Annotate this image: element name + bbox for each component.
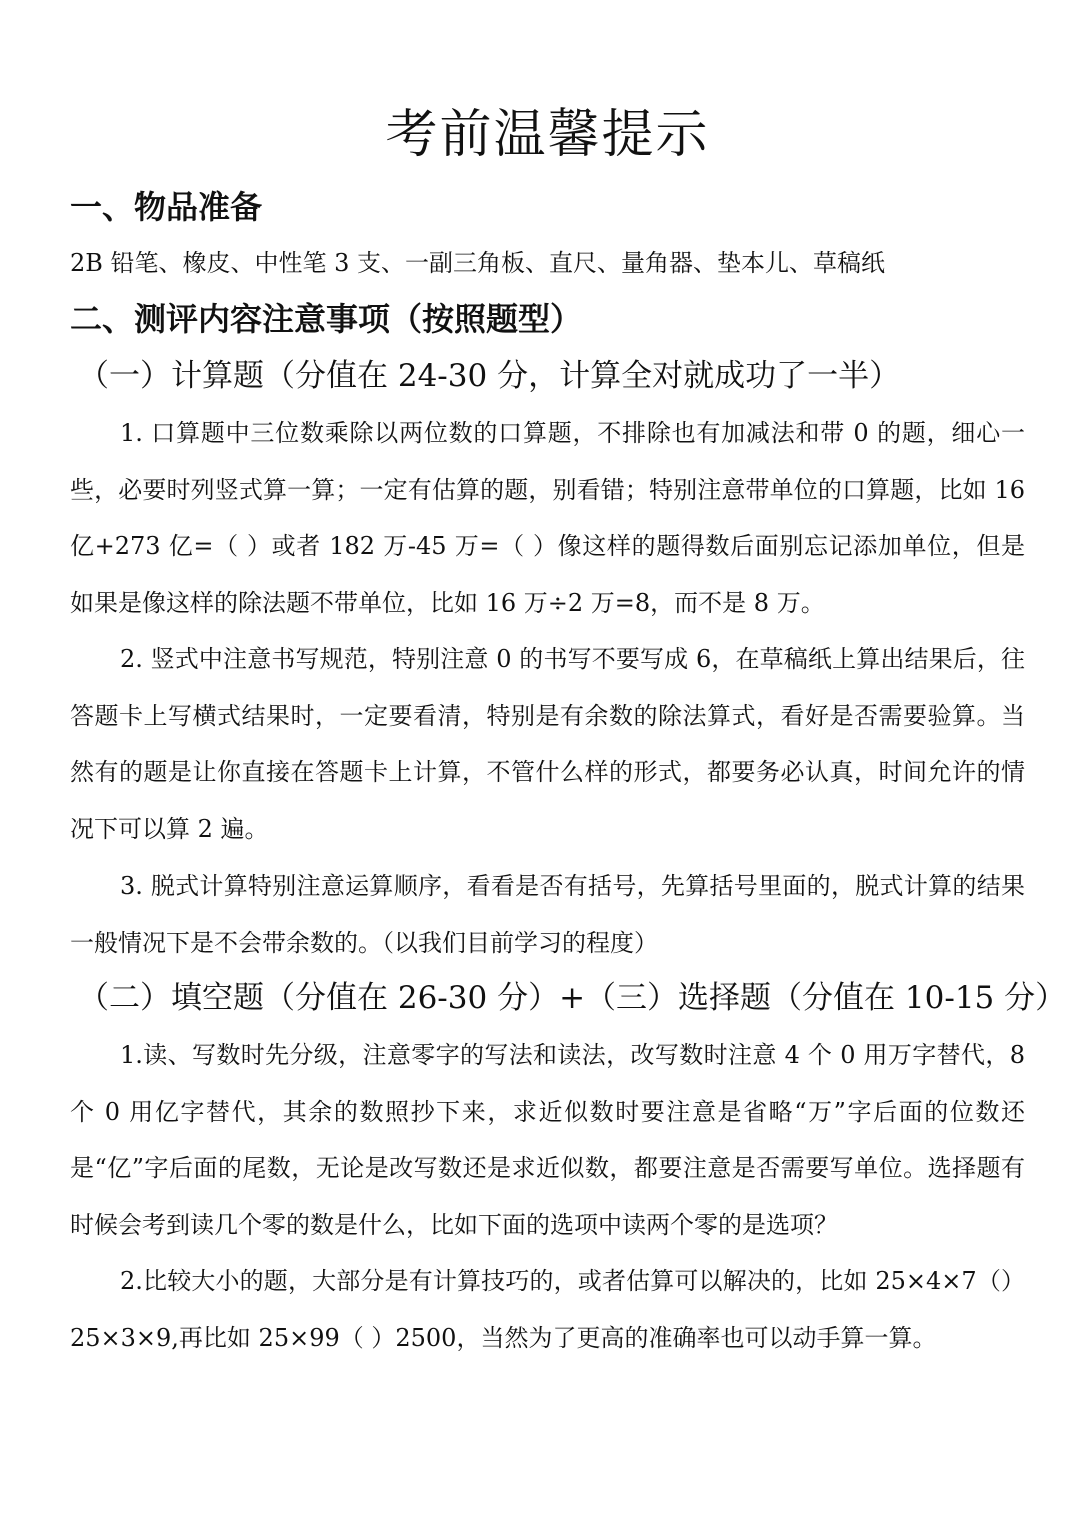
calculation-paragraph-2: 2. 竖式中注意书写规范，特别注意 0 的书写不要写成 6，在草稿纸上算出结果后，往答题卡上写横式结果时，一定要看清，特别是有余数的除法算式，看好是否需要验算。当然有的题是让你直接在答题卡上计算，不管什么样的形式，都要务必认真，时间允许的情况下可以算 2 遍。 bbox=[70, 645, 1025, 843]
calculation-paragraph-3: 3. 脱式计算特别注意运算顺序，看看是否有括号，先算括号里面的，脱式计算的结果一般情况下是不会带余数的。（以我们目前学习的程度） bbox=[70, 872, 1025, 957]
calculation-paragraph-1: 1. 口算题中三位数乘除以两位数的口算题，不排除也有加减法和带 0 的题，细心一些，必要时列竖式算一算；一定有估算的题，别看错；特别注意带单位的口算题，比如 16 亿+273 亿=（ ）或者 182 万-45 万=（ ）像这样的题得数后面别忘记添加单位，但是如果是像这样的除法题不带单位，比如 16 万÷2 万=8，而不是 8 万。 bbox=[70, 419, 1025, 617]
section-heading-supplies: 一、物品准备 bbox=[70, 188, 263, 226]
fill-choice-paragraph-2: 2.比较大小的题，大部分是有计算技巧的，或者估算可以解决的，比如 25×4×7（）25×3×9,再比如 25×99（ ）2500，当然为了更高的准确率也可以动手算一算。 bbox=[70, 1267, 1025, 1352]
subheading-fill-choice: （二）填空题（分值在 26-30 分）+（三）选择题（分值在 10-15 分） bbox=[78, 980, 1067, 1016]
subheading-calculation: （一）计算题（分值在 24-30 分，计算全对就成功了一半） bbox=[78, 358, 901, 394]
supplies-list: 2B 铅笔、橡皮、中性笔 3 支、一副三角板、直尺、量角器、垫本儿、草稿纸 bbox=[70, 249, 886, 277]
page-title: 考前温馨提示 bbox=[385, 105, 710, 165]
fill-choice-paragraph-1: 1.读、写数时先分级，注意零字的写法和读法，改写数时注意 4 个 0 用万字替代，8 个 0 用亿字替代，其余的数照抄下来，求近似数时要注意是省略“万”字后面的位数还是“亿”字后面的尾数，无论是改写数还是求近似数，都要注意是否需要写单位。选择题有时候会考到读几个零的数是什么，比如下面的选项中读两个零的是选项？ bbox=[70, 1041, 1025, 1239]
section-heading-notes: 二、测评内容注意事项（按照题型） bbox=[70, 300, 583, 338]
